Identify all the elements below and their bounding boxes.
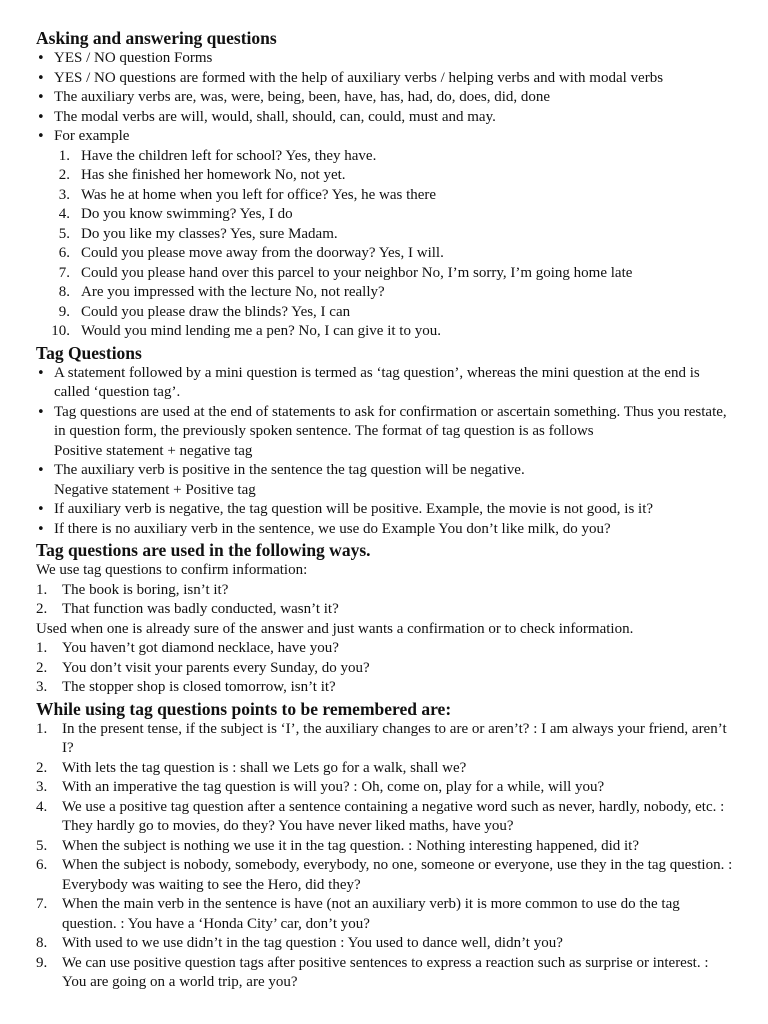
- heading-asking-answering: Asking and answering questions: [36, 28, 277, 48]
- bullet-item: • YES / NO questions are formed with the help of auxiliary verbs / helping verbs and with modal verbs: [36, 69, 736, 89]
- list-item: 1. In the present tense, if the subject is ‘I’, the auxiliary changes to are or aren’t? : I am always your friend, aren’t I?: [36, 720, 727, 756]
- list-item: 1. Have the children left for school? Yes, they have.: [58, 147, 377, 164]
- check-info-list: [36, 639, 736, 698]
- list-item: 1. The book is boring, isn’t it?: [36, 581, 229, 598]
- list-item: 5. Do you like my classes? Yes, sure Madam.: [58, 225, 338, 242]
- list-item: 6. Could you please move away from the doorway? Yes, I will.: [58, 245, 444, 261]
- list-item: 9. Could you please draw the blinds? Yes, I can: [58, 303, 351, 320]
- list-item: 7. When the main verb in the sentence is have (not an auxiliary verb) it is more common to use do the tag question. : You have a ‘Honda City’ car, don’t you?: [36, 896, 680, 932]
- bullet-item: • YES / NO question Forms: [36, 49, 736, 69]
- format-line: Negative statement + Positive tag: [54, 481, 256, 498]
- list-item: 3. Was he at home when you left for office? Yes, he was there: [58, 186, 437, 203]
- confirm-info-list: [36, 581, 736, 620]
- bullet-item: • If auxiliary verb is negative, the tag question will be positive. Example, the movie is not good, is it?: [36, 500, 736, 520]
- list-item: 7. Could you please hand over this parcel to your neighbor No, I’m sorry, I’m going home late: [58, 264, 633, 281]
- list-item: 10. Would you mind lending me a pen? No, I can give it to you.: [51, 323, 441, 339]
- list-item: 6. When the subject is nobody, somebody, everybody, no one, someone or everyone, use they in the tag question. : Everybody was waiting to see the Hero, did they?: [36, 857, 733, 893]
- heading-tag-questions: Tag Questions: [36, 342, 142, 363]
- bullet-item: • The modal verbs are will, would, shall, should, can, could, must and may.: [36, 108, 736, 128]
- intro-text: Used when one is already sure of the answer and just wants a confirmation or to check information.: [36, 620, 634, 637]
- list-item: 3. With an imperative the tag question is will you? : Oh, come on, play for a while, will you?: [36, 779, 605, 795]
- list-item: 3. The stopper shop is closed tomorrow, isn’t it?: [36, 679, 336, 695]
- heading-tag-question-uses: Tag questions are used in the following ways.: [36, 540, 371, 560]
- format-line: Positive statement + negative tag: [54, 442, 253, 459]
- tag-question-bullet-list: [36, 364, 736, 540]
- example-list: [36, 147, 736, 342]
- points-list: [36, 720, 736, 993]
- bullet-item: • Tag questions are used at the end of statements to ask for confirmation or ascertain something. Thus you restate, in question form, the previously spoken sentence. The format of tag question is as follows Positive statement + negative tag: [36, 403, 736, 462]
- list-item: 4. We use a positive tag question after a sentence containing a negative word such as never, hardly, nobody, etc. : They hardly go to movies, do they? You have never liked maths, have you?: [36, 798, 725, 834]
- list-item: 8. With used to we use didn’t in the tag question : You used to dance well, didn’t you?: [36, 935, 563, 951]
- bullet-item: • If there is no auxiliary verb in the sentence, we use do Example You don’t like milk, do you?: [36, 520, 736, 540]
- bullet-item: • The auxiliary verb is positive in the sentence the tag question will be negative. Negative statement + Positive tag: [36, 461, 736, 500]
- list-item: 2. With lets the tag question is : shall we Lets go for a walk, shall we?: [36, 759, 467, 776]
- list-item: 9. We can use positive question tags after positive sentences to express a reaction such as surprise or interest. : You are going on a world trip, are you?: [36, 954, 709, 990]
- list-item: 5. When the subject is nothing we use it in the tag question. : Nothing interesting happened, did it?: [36, 837, 639, 854]
- list-item: 8. Are you impressed with the lecture No, not really?: [58, 284, 385, 300]
- list-item: 2. Has she finished her homework No, not yet.: [58, 167, 346, 183]
- bullet-item: • The auxiliary verbs are, was, were, being, been, have, has, had, do, does, did, done: [36, 88, 736, 108]
- list-item: 2. That function was badly conducted, wasn’t it?: [36, 601, 339, 617]
- list-item: 4. Do you know swimming? Yes, I do: [58, 206, 293, 222]
- bullet-item: • A statement followed by a mini question is termed as ‘tag question’, whereas the mini question at the end is called ‘question tag’.: [36, 364, 736, 403]
- document-body: [36, 27, 736, 993]
- bullet-item: • For example: [36, 127, 736, 147]
- list-item: 1. You haven’t got diamond necklace, have you?: [36, 640, 339, 656]
- intro-text: We use tag questions to confirm information:: [36, 562, 308, 578]
- yes-no-bullet-list: [36, 49, 736, 147]
- list-item: 2. You don’t visit your parents every Sunday, do you?: [36, 659, 370, 676]
- heading-points-to-remember: While using tag questions points to be remembered are:: [36, 698, 452, 719]
